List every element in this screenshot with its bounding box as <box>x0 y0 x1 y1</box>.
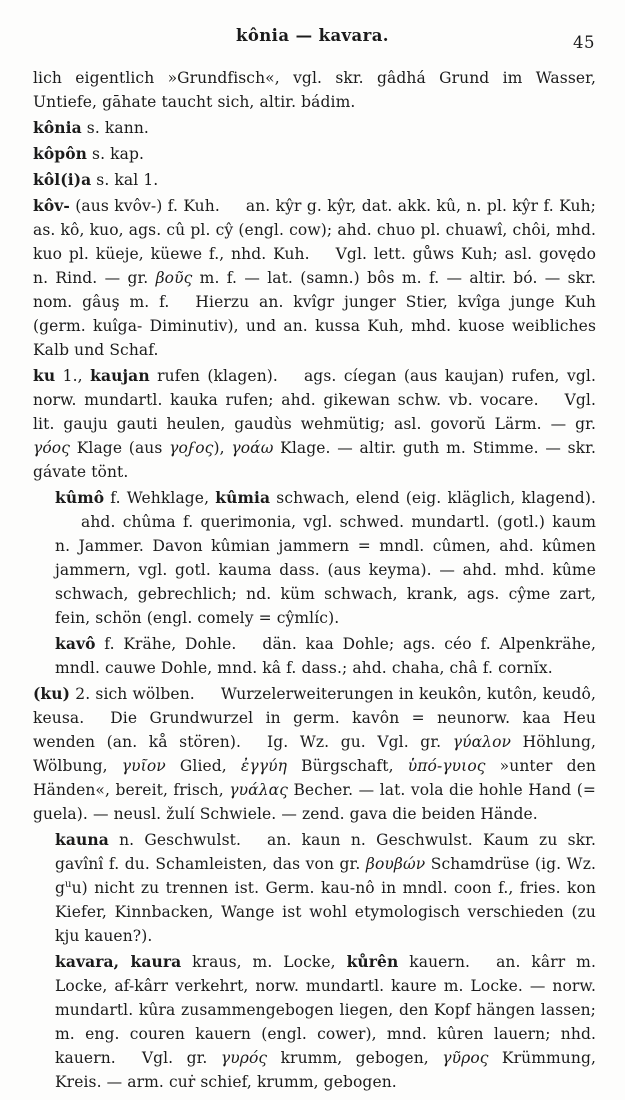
text-run: f. Wehklage, <box>104 489 216 507</box>
text-run: Schamdrüse (ig. Wz. g <box>55 855 596 897</box>
entry-kauna <box>55 828 596 948</box>
greek-term: γυάλας <box>229 781 288 799</box>
text-run: s. kal 1. <box>91 171 159 189</box>
text-run: 2. sich wölben. <box>70 685 195 703</box>
text-run: kauern. <box>398 953 471 971</box>
greek-term: γόος <box>33 439 71 457</box>
text-run: Höhlung, Wölbung, <box>33 733 597 775</box>
headword: (ku) <box>33 684 71 703</box>
entry-kopon <box>33 142 596 166</box>
entry-kavara-kaura <box>55 950 596 1094</box>
text-run: Hierzu an. kvîgr junger Stier, kvîga junge Kuh (germ. kuîga- Diminutiv), und an. kussa Kuh, mhd. kuose weibliches Kalb und Schaf. <box>33 293 596 359</box>
text-run: lich eigentlich »Grundfisch«, vgl. skr. gâdhá Grund im Wasser, Untiefe, gāhate taucht sich, altir. bádim. <box>33 69 596 111</box>
superscript-run: u <box>65 878 72 890</box>
text-run: Ig. Wz. gu. Vgl. gr. <box>267 733 453 751</box>
greek-term: γῦρος <box>442 1049 489 1067</box>
entry-ku-1-kaujan <box>33 364 596 484</box>
headword: kôv- <box>33 196 70 215</box>
text-run: ), <box>213 439 232 457</box>
text-run: s. kap. <box>87 145 145 163</box>
greek-term: γοάω <box>231 439 274 457</box>
entries <box>33 66 596 1096</box>
entry-ku-2 <box>33 682 596 826</box>
headword: kûmô <box>55 488 105 507</box>
text-run: u) nicht zu trennen ist. Germ. kau-nô in mndl. coon f., fries. kon Kiefer, Kinnbacken, Wange ist wohl etymologisch verschieden (zu kju kauen?). <box>55 879 596 945</box>
greek-term: γοϝος <box>169 439 214 457</box>
headword: kônia <box>33 118 82 137</box>
entry-kavo <box>55 632 596 680</box>
headword: kûmia <box>215 488 271 507</box>
text-run: an. kârr m. Locke, af-kârr verkehrt, norw. mundartl. kaure m. Locke. — norw. mundartl. kûra zusammengebogen liegen, den Kopf hängen lassen; m. eng. couren kauern (engl. cower), mnd. kûren lauern; nhd. kauern. <box>55 953 596 1067</box>
text-run: s. kann. <box>81 119 149 137</box>
text-run: Wurzelerweiterungen in keukôn, kutôn, keudô, keusa. <box>33 685 596 727</box>
text-run: an. kŷr g. kŷr, dat. akk. kû, n. pl. kŷr f. Kuh; as. kô, kuo, ags. cû pl. cŷ (engl. cow); ahd. chuo pl. chuawî, chôi, mhd. kuo pl. küeje, küewe f., nhd. Kuh. <box>33 197 596 263</box>
text-run: Vgl. gr. <box>141 1049 221 1067</box>
text-run: Klage. — altir. guth m. Stimme. — skr. gávate tönt. <box>33 439 597 481</box>
greek-term: γυῖον <box>121 757 166 775</box>
greek-term: γύαλον <box>452 733 512 751</box>
text-run: f. Krähe, Dohle. <box>95 635 237 653</box>
text-run: Vgl. lett. gůws Kuh; asl. govędo n. Rind. — gr. <box>33 245 597 287</box>
greek-term: γυρός <box>220 1049 268 1067</box>
entry-kov <box>33 194 596 362</box>
text-run: Die Grundwurzel in germ. kavôn = neunorw. kaa Heu wenden (an. kå stören). <box>33 709 596 751</box>
headword: kôpôn <box>33 144 88 163</box>
text-run: Vgl. lit. gauju gauti heulen, gaudùs wehmütig; asl. govorŭ Lärm. — gr. <box>33 391 596 433</box>
entry-konia <box>33 116 596 140</box>
greek-term: βουβών <box>365 855 426 873</box>
text-run: n. Geschwulst. <box>108 831 241 849</box>
headword: kôl(i)a <box>33 170 92 189</box>
entry-kumo-kumia <box>55 486 596 630</box>
text-run: rufen (klagen). <box>149 367 278 385</box>
text-run: »unter den Händen«, bereit, frisch, <box>33 757 596 799</box>
headword: ku <box>33 366 56 385</box>
text-run: kraus, m. Locke, <box>181 953 347 971</box>
headword: kavara, kaura <box>55 952 182 971</box>
text-run: Glied, <box>165 757 241 775</box>
text-run: 1., <box>55 367 91 385</box>
text-run: krumm, gebogen, <box>267 1049 443 1067</box>
headword: kůrên <box>346 952 399 971</box>
continuation-paragraph <box>33 66 596 114</box>
greek-term: ὑπό-γυιος <box>407 757 486 775</box>
running-header-title: kônia — kavara. <box>236 26 389 45</box>
headword: kauna <box>55 830 109 849</box>
text-run: schwach, elend (eig. kläglich, klagend). <box>270 489 596 507</box>
text-run: Klage (aus <box>70 439 170 457</box>
text-run: m. f. — lat. (samn.) bôs m. f. — altir. bó. — skr. nom. gâuş m. f. <box>33 269 596 311</box>
entry-kolia <box>33 168 596 192</box>
running-header <box>0 26 625 52</box>
text-run: Krümmung, Kreis. — arm. cuṙ schief, krumm, gebogen. <box>55 1049 597 1091</box>
text-run: ags. cíegan (aus kaujan) rufen, vgl. norw. mundartl. kauka rufen; ahd. gikewan schw. vb. vocare. <box>33 367 596 409</box>
greek-term: βοῦς <box>155 269 193 287</box>
headword: kavô <box>55 634 96 653</box>
text-run: Bürgschaft, <box>286 757 408 775</box>
text-run: an. kaun n. Geschwulst. Kaum zu skr. gavînî f. du. Schamleisten, das von gr. <box>55 831 596 873</box>
page-number: 45 <box>573 33 595 52</box>
text-run: (aus kvôv-) f. Kuh. <box>69 197 220 215</box>
greek-term: ἐγγύη <box>240 757 287 775</box>
text-run: ahd. chûma f. querimonia, vgl. schwed. mundartl. (gotl.) kaum n. Jammer. Davon kûmian jammern = mndl. cûmen, ahd. kûmen jammern, vgl. gotl. kauma dass. (aus keyma). — ahd. mhd. kûme schwach, gebrechlich; nd. küm schwach, krank, ags. cŷme zart, fein, schön (engl. comely = cŷmlíc). <box>55 513 596 627</box>
text-run: dän. kaa Dohle; ags. céo f. Alpenkrähe, mndl. cauwe Dohle, mnd. kâ f. dass.; ahd. chaha, châ f. cornĭx. <box>55 635 596 677</box>
headword: kaujan <box>90 366 150 385</box>
text-run: Becher. — lat. vola die hohle Hand (= guela). — neusl. žulí Schwiele. — zend. gava die beiden Hände. <box>33 781 596 823</box>
